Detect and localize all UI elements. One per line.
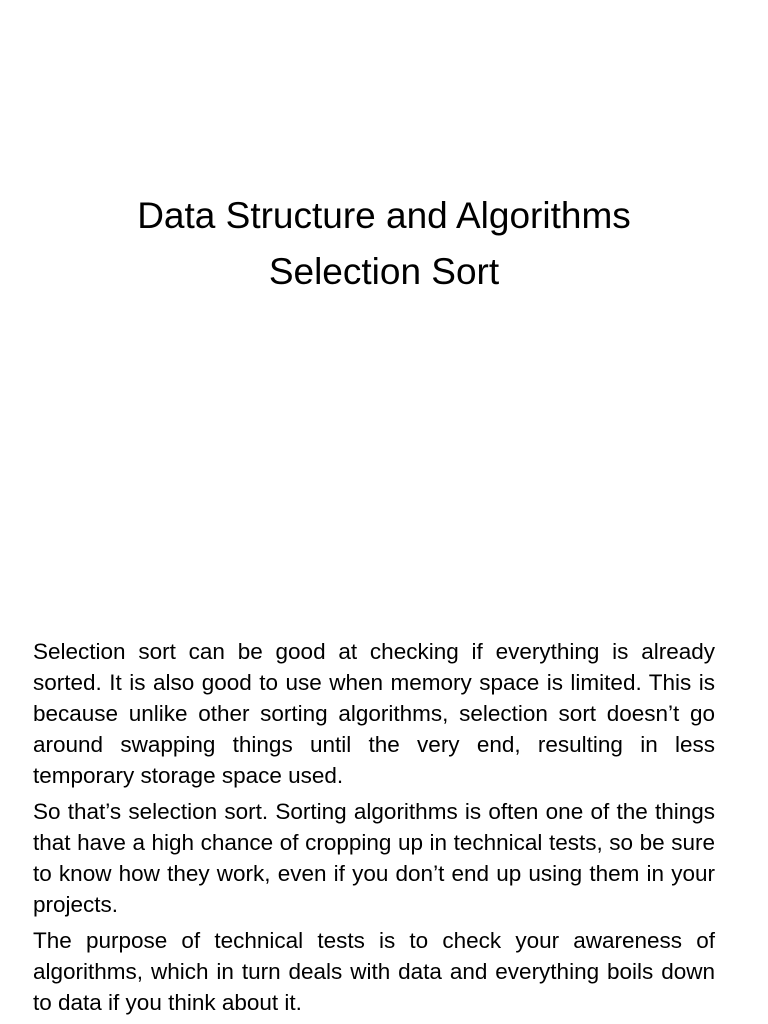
slide-title-line-1: Data Structure and Algorithms — [137, 195, 631, 236]
paragraph-technical-tests: So that’s selection sort. Sorting algorithms is often one of the things that have a high chance of cropping up in technical tests, so be sure to know how they work, even if you don’t end up using them in your projects. — [33, 799, 715, 917]
slide-title-line-2: Selection Sort — [268, 251, 500, 292]
slide-title — [0, 188, 768, 300]
paragraph-purpose-of-tests: The purpose of technical tests is to check your awareness of algorithms, which in turn deals with data and everything boils down to data if you think about it. — [33, 928, 715, 1015]
body-text — [33, 636, 715, 1023]
paragraph-selection-sort-benefits: Selection sort can be good at checking if everything is already sorted. It is also good to use when memory space is limited. This is because unlike other sorting algorithms, selection sort doesn’t go around swapping things until the very end, resulting in less temporary storage space used. — [33, 639, 715, 788]
